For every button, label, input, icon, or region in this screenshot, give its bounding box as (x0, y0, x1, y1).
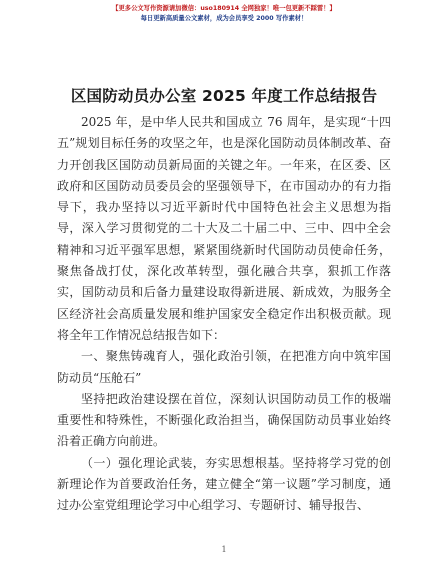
document-title: 区国防动员办公室 2025 年度工作总结报告 (70, 87, 378, 105)
body-paragraph-section-1: 坚持把政治建设摆在首位，深刻认识国防动员工作的极端重要性和特殊性，不断强化政治担当，确保国防动员事业始终沿着正确方向前进。 (57, 391, 391, 449)
promo-banner-line-2: 每日更新高质量公文素材，成为会员享受 2000 写作素材！ (140, 15, 308, 22)
page-number: 1 (221, 545, 227, 554)
body-paragraph-subsection-1: （一）强化理论武装，夯实思想根基。坚持将学习党的创新理论作为首要政治任务，建立健全“第一议题”学习制度，通过办公室党组理论学习中心组学习、专题研讨、辅导报告、 (57, 455, 391, 513)
promo-banner-line-1: 【更多公文写作资源请加微信：uso180914 全网独家！唯一包更新不踩雷！】 (112, 5, 336, 12)
document-body (57, 112, 391, 517)
body-paragraph-intro: 2025 年，是中华人民共和国成立 76 周年，是实现“十四五”规划目标任务的攻坚之年，也是深化国防动员体制改革、奋力开创我区国防动员新局面的关键之年。一年来，在区委、区政府和区国防动员委员会的坚强领导下，在市国动办的有力指导下，我办坚持以习近平新时代中国特色社会主义思想为指导，深入学习贯彻党的二十大及二十届二中、三中、四中全会精神和习近平强军思想，紧紧围绕新时代国防动员使命任务，聚焦备战打仗，深化改革转型，强化融合共享，狠抓工作落实，国防动员和后备力量建设取得新进展、新成效，为服务全区经济社会高质量发展和维护国家安全稳定作出积极贡献。现将全年工作情况总结报告如下： (57, 115, 391, 342)
promo-banner (0, 4, 448, 24)
section-heading-1: 一、聚焦铸魂育人，强化政治引领，在把准方向中筑牢国防动员“压舱石” (57, 349, 391, 385)
